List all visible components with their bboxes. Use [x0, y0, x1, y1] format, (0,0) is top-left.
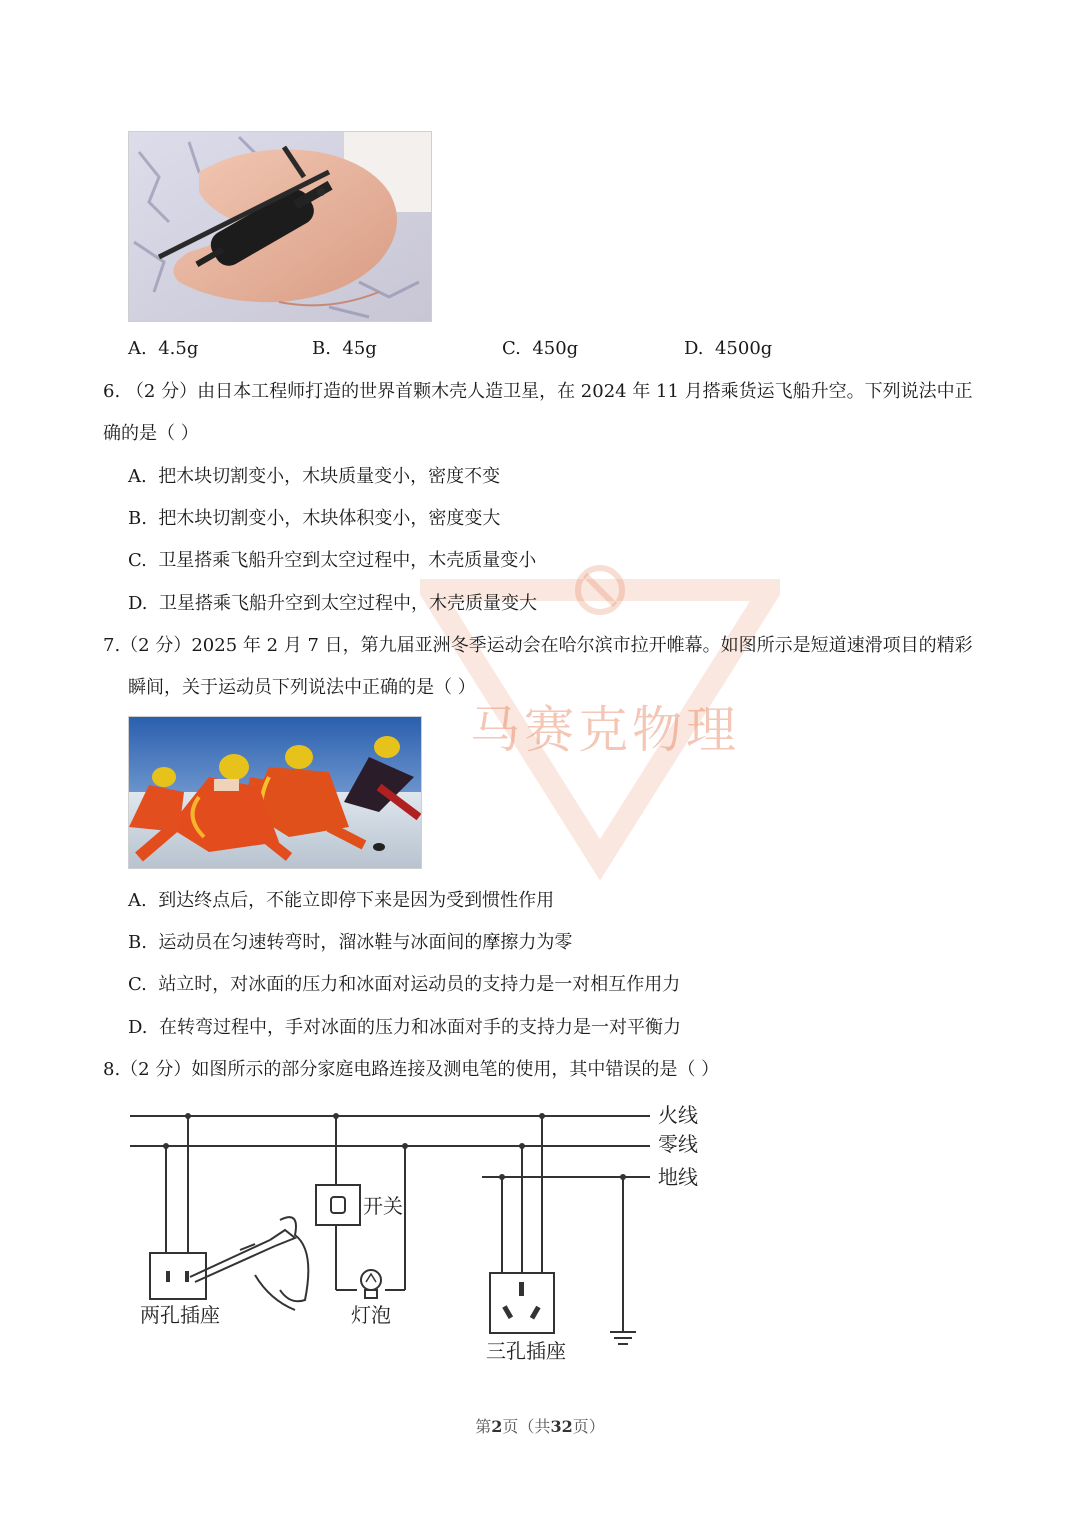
two-hole-socket-icon: [150, 1253, 206, 1299]
q5-option-c: C. 450g: [502, 338, 579, 359]
switch-label: 开关: [363, 1194, 403, 1218]
q7-stem-line2: 瞬间，关于运动员下列说法中正确的是（ ）: [128, 677, 476, 698]
ground-wire-label: 地线: [658, 1165, 698, 1189]
drone-photo: [128, 131, 432, 322]
watermark-text: 马赛克物理: [470, 701, 740, 759]
three-hole-socket-icon: [490, 1273, 554, 1333]
q7-stem-line1: 7.（2 分）2025 年 2 月 7 日，第九届亚洲冬季运动会在哈尔滨市拉开帷幕。如图所示是短道速滑项目的精彩: [103, 635, 973, 656]
drone-in-hand-image: [129, 132, 431, 321]
q5-option-b: B. 45g: [312, 338, 377, 359]
speed-skaters-image: [129, 717, 421, 868]
q6-option-d: D. 卫星搭乘飞船升空到太空过程中，木壳质量变大: [128, 593, 537, 614]
q6-stem-line1: 6. （2 分）由日本工程师打造的世界首颗木壳人造卫星，在 2024 年 11 月搭乘货运飞船升空。下列说法中正: [103, 381, 973, 402]
q6-option-c: C. 卫星搭乘飞船升空到太空过程中，木壳质量变小: [128, 550, 537, 571]
q7-option-d: D. 在转弯过程中，手对冰面的压力和冰面对手的支持力是一对平衡力: [128, 1017, 681, 1038]
q8-stem: 8.（2 分）如图所示的部分家庭电路连接及测电笔的使用，其中错误的是（ ）: [103, 1059, 720, 1080]
test-pen-icon: [190, 1217, 308, 1310]
household-circuit-diagram: [120, 1100, 720, 1370]
live-wire-label: 火线: [658, 1103, 698, 1127]
q7-option-a: A. 到达终点后，不能立即停下来是因为受到惯性作用: [128, 890, 555, 911]
two-hole-socket-label: 两孔插座: [140, 1303, 220, 1327]
q6-stem-line2: 确的是（ ）: [103, 423, 199, 444]
neutral-wire-label: 零线: [658, 1132, 698, 1156]
q5-option-d: D. 4500g: [684, 338, 773, 359]
three-hole-socket-label: 三孔插座: [486, 1339, 566, 1363]
page-footer: 第2页（共32页）: [475, 1417, 605, 1436]
q6-option-a: A. 把木块切割变小，木块质量变小，密度不变: [128, 466, 501, 487]
switch-icon: [316, 1185, 360, 1225]
q5-option-a: A. 4.5g: [128, 338, 199, 359]
q7-option-c: C. 站立时，对冰面的压力和冰面对运动员的支持力是一对相互作用力: [128, 974, 681, 995]
q6-option-b: B. 把木块切割变小，木块体积变小，密度变大: [128, 508, 501, 529]
bulb-icon: [361, 1270, 381, 1298]
bulb-label: 灯泡: [351, 1303, 391, 1327]
q7-option-b: B. 运动员在匀速转弯时，溜冰鞋与冰面间的摩擦力为零: [128, 932, 573, 953]
speed-skating-photo: [128, 716, 422, 869]
